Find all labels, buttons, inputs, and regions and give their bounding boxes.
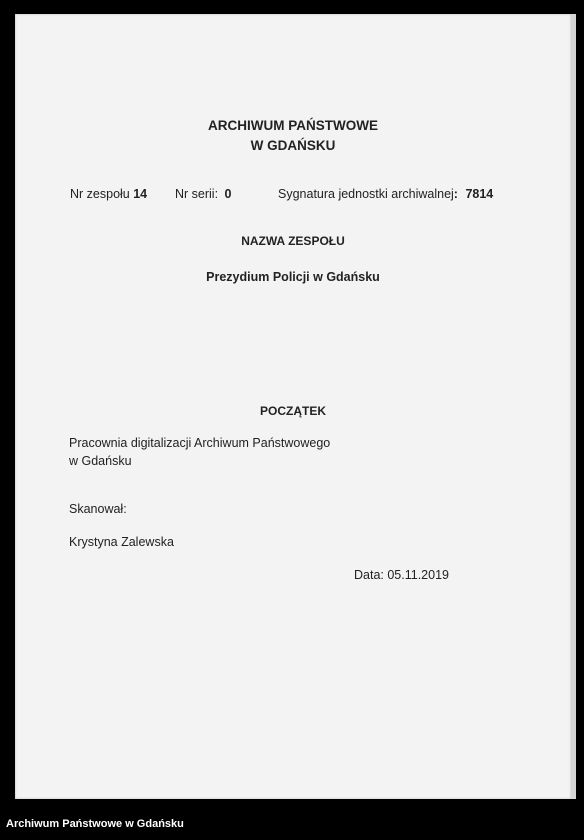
scanned-label: Skanował: xyxy=(69,502,127,516)
document-page xyxy=(15,14,571,799)
series-number-label: Nr serii: xyxy=(175,187,219,201)
signature xyxy=(278,187,493,201)
fond-heading: NAZWA ZESPOŁU xyxy=(241,234,345,248)
start-heading: POCZĄTEK xyxy=(260,404,326,418)
signature-label: Sygnatura jednostki archiwalnej xyxy=(278,187,454,201)
lab-line1: Pracownia digitalizacji Archiwum Państwowego xyxy=(69,436,331,450)
page-edge xyxy=(571,14,576,799)
archive-title-line1: ARCHIWUM PAŃSTWOWE xyxy=(208,118,378,133)
fond-number-value: 14 xyxy=(133,187,148,201)
scan-date: Data: 05.11.2019 xyxy=(354,568,449,582)
series-number-value: 0 xyxy=(224,187,232,201)
signature-value: 7814 xyxy=(465,187,494,201)
footer-caption: Archiwum Państwowe w Gdańsku xyxy=(6,818,184,830)
scanned-by: Krystyna Zalewska xyxy=(69,535,174,549)
series-number xyxy=(175,187,232,201)
signature-colon: : xyxy=(453,187,458,201)
fond-number xyxy=(70,187,147,201)
fond-name: Prezydium Policji w Gdańsku xyxy=(206,270,380,284)
fond-number-label: Nr zespołu xyxy=(70,187,130,201)
archive-title-line2: W GDAŃSKU xyxy=(250,138,336,153)
lab-line2: w Gdańsku xyxy=(69,454,132,468)
